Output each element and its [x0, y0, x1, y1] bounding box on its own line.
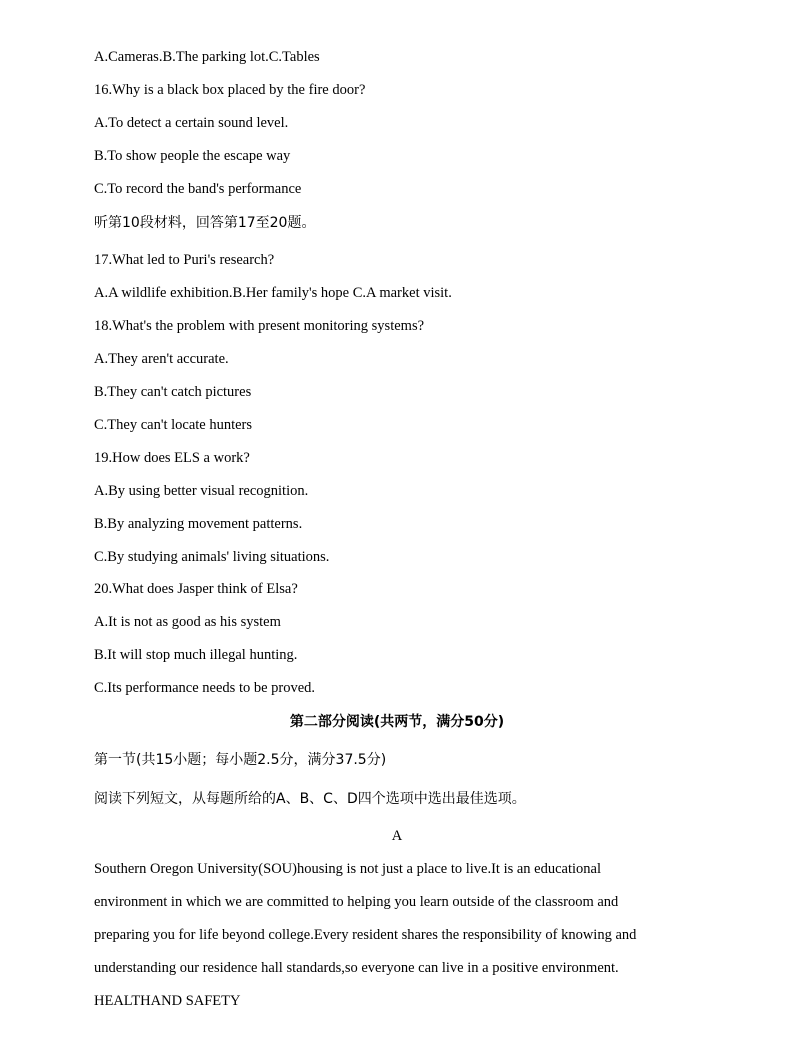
q20-option-b: B.It will stop much illegal hunting.	[94, 647, 298, 663]
passage-a-line: preparing you for life beyond college.Every resident shares the responsibility of knowing and	[94, 927, 637, 943]
q16-question: 16.Why is a black box placed by the fire door?	[94, 82, 366, 98]
passage-a-subheading: HEALTHAND SAFETY	[94, 993, 241, 1009]
q16-option-b: B.To show people the escape way	[94, 148, 291, 164]
passage-a-line: environment in which we are committed to helping you learn outside of the classroom and	[94, 894, 619, 910]
q18-option-a: A.They aren't accurate.	[94, 351, 229, 367]
q20-question: 20.What does Jasper think of Elsa?	[94, 581, 298, 597]
q19-option-a: A.By using better visual recognition.	[94, 483, 309, 499]
q19-question: 19.How does ELS a work?	[94, 450, 250, 466]
q19-option-b: B.By analyzing movement patterns.	[94, 516, 303, 532]
part2-instruction: 阅读下列短文，从每题所给的A、B、C、D四个选项中选出最佳选项。	[94, 791, 526, 807]
q18-question: 18.What's the problem with present monitoring systems?	[94, 318, 425, 334]
part2-section1: 第一节(共15小题；每小题2.5分，满分37.5分)	[94, 752, 387, 768]
q16-option-a: A.To detect a certain sound level.	[94, 115, 289, 131]
q17-question: 17.What led to Puri's research?	[94, 252, 275, 268]
q19-option-c: C.By studying animals' living situations.	[94, 549, 330, 565]
passage-a-label: A	[391, 828, 403, 844]
q18-option-c: C.They can't locate hunters	[94, 417, 253, 433]
q16-option-c: C.To record the band's performance	[94, 181, 302, 197]
q18-option-b: B.They can't catch pictures	[94, 384, 252, 400]
q20-option-a: A.It is not as good as his system	[94, 614, 281, 630]
section10-instruction: 听第10段材料，回答第17至20题。	[94, 215, 316, 231]
q17-options: A.A wildlife exhibition.B.Her family's hope C.A market visit.	[94, 285, 452, 301]
q15-options: A.Cameras.B.The parking lot.C.Tables	[94, 49, 320, 65]
passage-a-line: Southern Oregon University(SOU)housing is not just a place to live.It is an educational	[94, 861, 602, 877]
part2-heading: 第二部分阅读(共两节，满分50分)	[289, 714, 505, 730]
passage-a-line: understanding our residence hall standards,so everyone can live in a positive environment.	[94, 960, 619, 976]
q20-option-c: C.Its performance needs to be proved.	[94, 680, 316, 696]
